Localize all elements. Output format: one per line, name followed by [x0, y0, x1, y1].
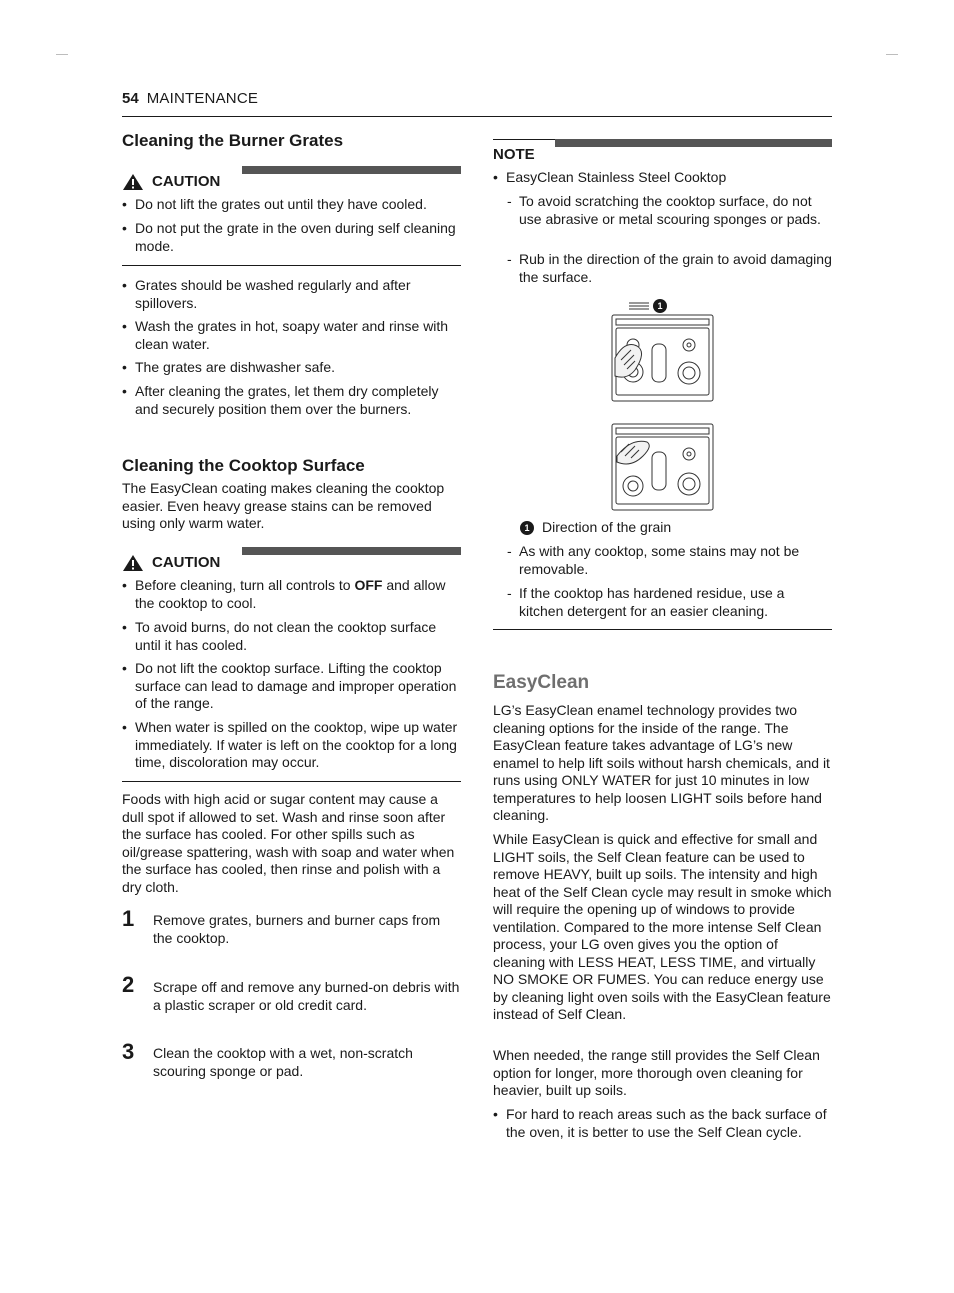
- caution-item: [122, 577, 461, 612]
- step-text: Remove grates, burners and burner caps from the cooktop.: [153, 912, 441, 946]
- cooktop-illustration-top: [601, 298, 725, 406]
- caution-item: • Do not lift the cooktop surface. Lifting the cooktop surface can lead to damage and improper operation of the range.: [122, 660, 461, 713]
- divider: [493, 629, 832, 630]
- grates-heading: Cleaning the Burner Grates: [122, 131, 344, 150]
- caution-icon: [122, 173, 144, 191]
- caution-item: • Do not lift the grates out until they have cooled.: [122, 196, 461, 214]
- cooktop-illustration-bottom: [601, 420, 725, 512]
- crop-mark-right: [886, 54, 898, 55]
- caution-item: • To avoid burns, do not clean the cooktop surface until it has cooled.: [122, 619, 461, 654]
- note-item: • EasyClean Stainless Steel Cooktop: [493, 169, 832, 187]
- caution-item-text: Before cleaning, turn all controls to: [135, 577, 355, 593]
- caution-bar: [242, 166, 461, 174]
- list-item: • After cleaning the grates, let them dry completely and securely position them over the burners.: [122, 383, 461, 418]
- note-subitem: - As with any cooktop, some stains may not be removable.: [506, 543, 832, 578]
- acid-paragraph: Foods with high acid or sugar content may cause a dull spot if allowed to set. Wash and rinse soon after the surface has cooled. For other spills such as oil/grease spattering, wash with soap and water when the surface has cooled, then rinse and polish with a dry cloth.: [122, 791, 455, 895]
- divider: [122, 265, 461, 266]
- note-subitem: - To avoid scratching the cooktop surface, do not use abrasive or metal scouring sponges or pads.: [506, 193, 832, 228]
- crop-mark-left: [56, 54, 68, 55]
- cooktop-intro: The EasyClean coating makes cleaning the cooktop easier. Even heavy grease stains can be removed using only warm water.: [122, 480, 445, 531]
- page-header: [122, 90, 832, 117]
- note-bar: [555, 139, 832, 147]
- grain-caption: Direction of the grain: [542, 519, 672, 535]
- easyclean-paragraph: While EasyClean is quick and effective for small and LIGHT soils, the Self Clean feature can be used to remove HEAVY, built up soils. The intensity and high heat of the Self Clean cycle may result in smoke which will require the opening up of windows to provide ventilation. Compared to the more intense Self Clean process, your LG oven gives you the option of cleaning with LESS HEAT, LESS TIME, and virtually NO SMOKE OR FUMES. You can reduce energy use by cleaning light oven soils with the EasyClean feature instead of Self Clean.: [493, 831, 832, 1022]
- note-subitem: - If the cooktop has hardened residue, use a kitchen detergent for an easier cleaning.: [506, 585, 832, 620]
- caution-title: [122, 554, 220, 572]
- note-title: NOTE: [493, 146, 535, 163]
- caution-item-bold: OFF: [354, 577, 383, 593]
- cooktop-heading: Cleaning the Cooktop Surface: [122, 456, 365, 475]
- section-title: MAINTENANCE: [146, 90, 259, 107]
- caution-item: • When water is spilled on the cooktop, wipe up water immediately. If water is left on the cooktop for a long time, discoloration may occur.: [122, 719, 461, 772]
- caution-item: • Do not put the grate in the oven during self cleaning mode.: [122, 220, 461, 255]
- callout-badge: 1: [520, 521, 534, 535]
- easyclean-paragraph: LG’s EasyClean enamel technology provides two cleaning options for the inside of the range. The EasyClean feature takes advantage of LG’s new enamel to help lift soils without harsh chemicals, and it runs using ONLY WATER for just 10 minutes in low temperatures to help loosen LIGHT soils before hand cleaning.: [493, 702, 830, 823]
- step-number: 3: [122, 1039, 135, 1064]
- easyclean-heading: EasyClean: [493, 672, 590, 693]
- list-item: • Wash the grates in hot, soapy water and rinse with clean water.: [122, 318, 461, 353]
- list-item: • The grates are dishwasher safe.: [122, 359, 461, 377]
- caution-item-text: and allow the cooktop to cool.: [135, 577, 446, 611]
- caution-icon: [122, 554, 144, 572]
- note-subitem: - Rub in the direction of the grain to avoid damaging the surface.: [506, 251, 832, 286]
- caution-label: CAUTION: [152, 173, 221, 190]
- caution-bar: [242, 547, 461, 555]
- step-text: Scrape off and remove any burned-on debris with a plastic scraper or old credit card.: [153, 979, 460, 1013]
- easyclean-paragraph: When needed, the range still provides the Self Clean option for longer, more thorough oven cleaning for heavier, built up soils.: [493, 1047, 820, 1098]
- page-number: 54: [122, 90, 139, 107]
- easyclean-item: • For hard to reach areas such as the back surface of the oven, it is better to use the Self Clean cycle.: [493, 1106, 832, 1141]
- note-rule: [493, 139, 555, 140]
- step-number: 1: [122, 906, 135, 931]
- step-number: 2: [122, 972, 135, 997]
- step-text: Clean the cooktop with a wet, non-scratch scouring sponge or pad.: [153, 1045, 413, 1079]
- caution-label: CAUTION: [152, 554, 221, 571]
- callout-badge: 1: [653, 299, 667, 313]
- divider: [122, 781, 461, 782]
- list-item: • Grates should be washed regularly and after spillovers.: [122, 277, 461, 312]
- caution-title: [122, 173, 220, 191]
